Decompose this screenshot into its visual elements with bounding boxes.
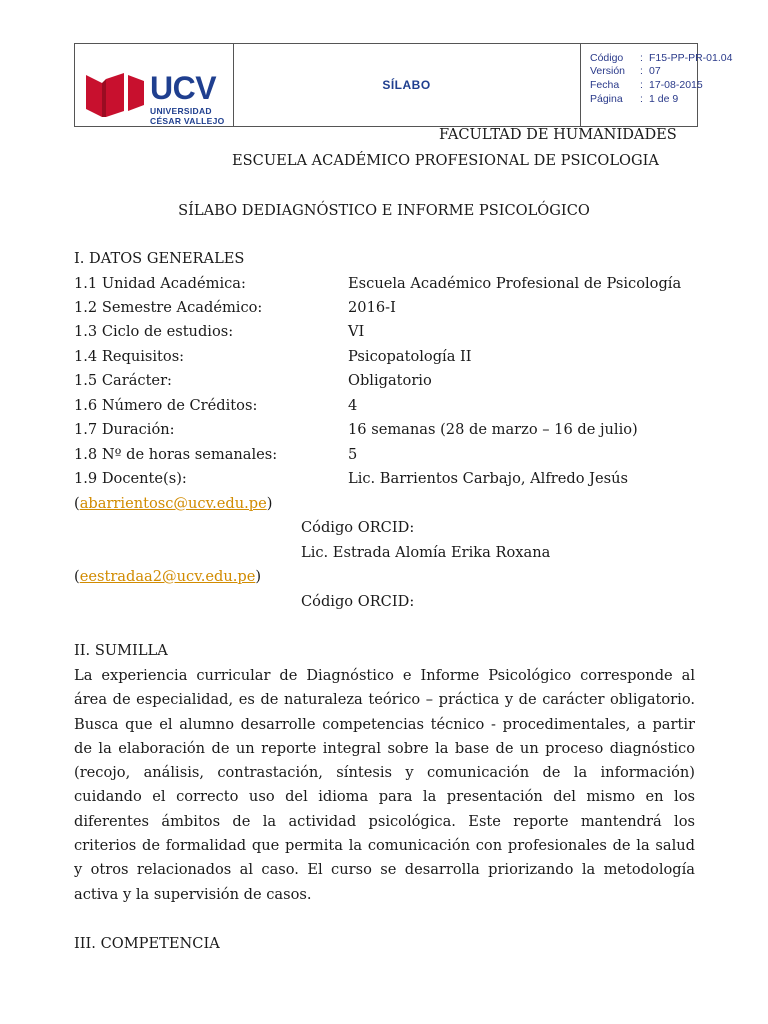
sumilla-line: activa y la supervisión de casos. xyxy=(74,885,312,903)
school-heading: ESCUELA ACADÉMICO PROFESIONAL DE PSICOLOGIA xyxy=(232,152,659,169)
sumilla-line: Busca que el alumno desarrolle competencias técnico - procedimentales, a partir xyxy=(74,715,695,733)
logo-brand-text: UCV xyxy=(150,70,217,106)
ucv-emblem-icon xyxy=(84,71,146,121)
section-datos-generales-title: I. DATOS GENERALES xyxy=(74,250,245,267)
row-value: 16 semanas (28 de marzo – 16 de julio) xyxy=(348,421,638,438)
section-sumilla-title: II. SUMILLA xyxy=(74,642,168,659)
row-value: 5 xyxy=(348,446,358,463)
logo-name-text: CÉSAR VALLEJO xyxy=(150,116,225,126)
email-link-estrada[interactable]: eestradaa2@ucv.edu.pe xyxy=(79,568,256,585)
row-label: 1.9 Docente(s): xyxy=(74,470,187,487)
row-label: 1.2 Semestre Académico: xyxy=(74,299,263,316)
email-line-1: (abarrientosc@ucv.edu.pe) xyxy=(74,495,273,512)
docente-2: Lic. Estrada Alomía Erika Roxana xyxy=(301,544,551,561)
sumilla-paragraph xyxy=(74,664,695,907)
orcid-label-2: Código ORCID: xyxy=(301,593,415,610)
sumilla-line: cuidando el correcto uso del idioma para la presentación del mismo en los xyxy=(74,788,695,806)
sumilla-line: diferentes ámbitos de la actividad psicológica. Este reporte mantendrá los xyxy=(74,812,695,830)
row-value: Obligatorio xyxy=(348,372,432,389)
sumilla-line: La experiencia curricular de Diagnóstico e Informe Psicológico corresponde al xyxy=(74,667,695,684)
email-line-2: (eestradaa2@ucv.edu.pe) xyxy=(74,568,262,585)
document-header xyxy=(74,43,733,127)
row-value: Lic. Barrientos Carbajo, Alfredo Jesús xyxy=(348,470,628,487)
section-competencia-title: III. COMPETENCIA xyxy=(74,935,220,952)
header-meta: Código : F15-PP-PR-01.04 Versión : 07 Fecha : 17-08-2015 Página : 1 de 9 xyxy=(580,44,698,126)
ucv-logo xyxy=(75,44,234,126)
sumilla-line: (recojo, análisis, contrastación, síntesis y comunicación de la información) xyxy=(74,764,695,782)
row-label: 1.3 Ciclo de estudios: xyxy=(74,323,234,340)
row-label: 1.1 Unidad Académica: xyxy=(74,275,246,292)
email-link-barrientos[interactable]: abarrientosc@ucv.edu.pe xyxy=(79,495,267,512)
header-title: SÍLABO xyxy=(382,78,431,92)
row-value: 2016-I xyxy=(348,299,396,316)
sumilla-line: y otros relacionados al caso. El curso se desarrolla priorizando la metodología xyxy=(74,861,695,879)
row-value: 4 xyxy=(348,397,358,414)
logo-university-text: UNIVERSIDAD xyxy=(150,106,212,116)
row-label: 1.8 Nº de horas semanales: xyxy=(74,446,278,463)
row-label: 1.7 Duración: xyxy=(74,421,175,438)
row-label: 1.4 Requisitos: xyxy=(74,348,185,365)
row-label: 1.6 Número de Créditos: xyxy=(74,397,258,414)
sumilla-line: criterios de formalidad que permita la comunicación con profesionales de la salud xyxy=(74,837,695,855)
orcid-label-1: Código ORCID: xyxy=(301,519,415,536)
row-value: VI xyxy=(348,323,365,340)
sumilla-line: de la elaboración de un reporte integral sobre la base de un proceso diagnóstico xyxy=(74,739,695,757)
row-label: 1.5 Carácter: xyxy=(74,372,172,389)
course-title: SÍLABO DEDIAGNÓSTICO E INFORME PSICOLÓGICO xyxy=(178,202,590,219)
row-value: Escuela Académico Profesional de Psicología xyxy=(348,275,682,292)
row-value: Psicopatología II xyxy=(348,348,472,365)
faculty-heading: FACULTAD DE HUMANIDADES xyxy=(439,126,677,143)
sumilla-line: área de especialidad, es de naturaleza teórico – práctica y de carácter obligatorio. xyxy=(74,691,695,709)
